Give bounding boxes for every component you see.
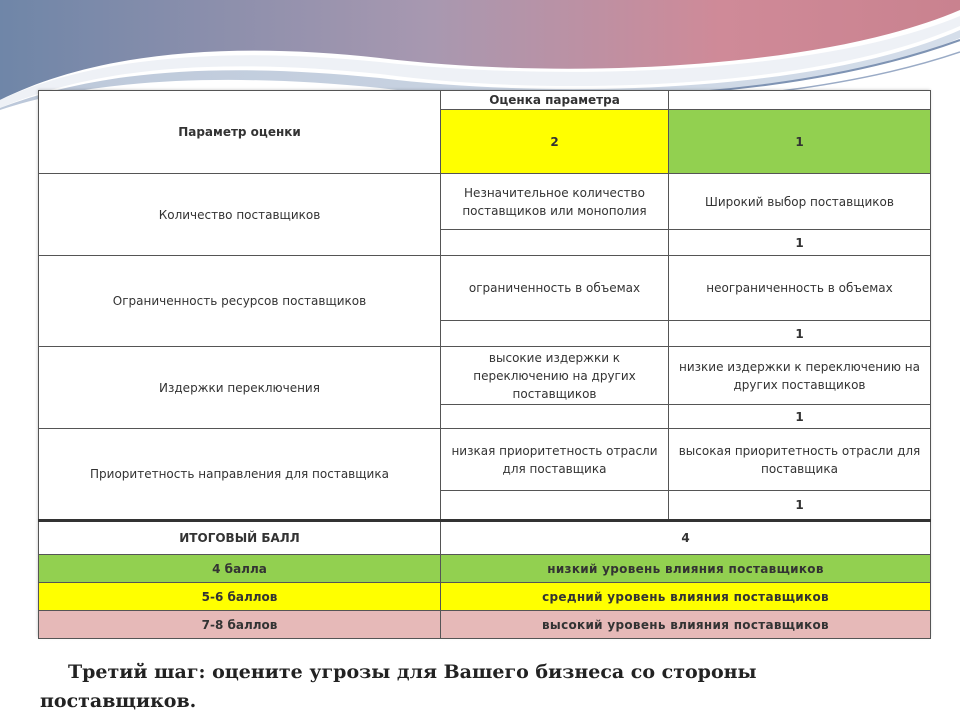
- option-2-cell: Незначительное количество поставщиков или монополия: [441, 174, 669, 230]
- level-high-range: 7-8 баллов: [39, 611, 441, 639]
- param-suppliers-count: Количество поставщиков: [39, 174, 441, 256]
- option-2-cell: низкая приоритетность отрасли для поставщика: [441, 429, 669, 491]
- level-medium-text: средний уровень влияния поставщиков: [441, 583, 931, 611]
- option-2-cell: ограниченность в объемах: [441, 256, 669, 321]
- total-value: 4: [441, 521, 931, 555]
- param-switching-costs: Издержки переключения: [39, 347, 441, 429]
- selected-score: 1: [669, 405, 931, 429]
- score-empty-cell: [441, 321, 669, 347]
- header-empty: [669, 91, 931, 110]
- header-score-2: 2: [441, 110, 669, 174]
- total-label: ИТОГОВЫЙ БАЛЛ: [39, 521, 441, 555]
- score-empty-cell: [441, 230, 669, 256]
- option-1-cell: Широкий выбор поставщиков: [669, 174, 931, 230]
- option-1-cell: низкие издержки к переключению на других поставщиков: [669, 347, 931, 405]
- option-2-cell: высокие издержки к переключению на других поставщиков: [441, 347, 669, 405]
- header-param: Параметр оценки: [39, 91, 441, 174]
- score-empty-cell: [441, 405, 669, 429]
- selected-score: 1: [669, 230, 931, 256]
- header-score-1: 1: [669, 110, 931, 174]
- caption-line-1: Третий шаг: оцените угрозы для Вашего бизнеса со стороны: [68, 661, 757, 683]
- level-low-text: низкий уровень влияния поставщиков: [441, 555, 931, 583]
- selected-score: 1: [669, 491, 931, 521]
- param-priority: Приоритетность направления для поставщика: [39, 429, 441, 521]
- option-1-cell: неограниченность в объемах: [669, 256, 931, 321]
- option-1-cell: высокая приоритетность отрасли для поставщика: [669, 429, 931, 491]
- header-group: Оценка параметра: [441, 91, 669, 110]
- slide-caption: [40, 658, 900, 716]
- level-medium-range: 5-6 баллов: [39, 583, 441, 611]
- score-empty-cell: [441, 491, 669, 521]
- level-low-range: 4 балла: [39, 555, 441, 583]
- level-high-text: высокий уровень влияния поставщиков: [441, 611, 931, 639]
- param-resources: Ограниченность ресурсов поставщиков: [39, 256, 441, 347]
- selected-score: 1: [669, 321, 931, 347]
- evaluation-table: [38, 90, 931, 639]
- caption-line-2: поставщиков.: [40, 690, 197, 712]
